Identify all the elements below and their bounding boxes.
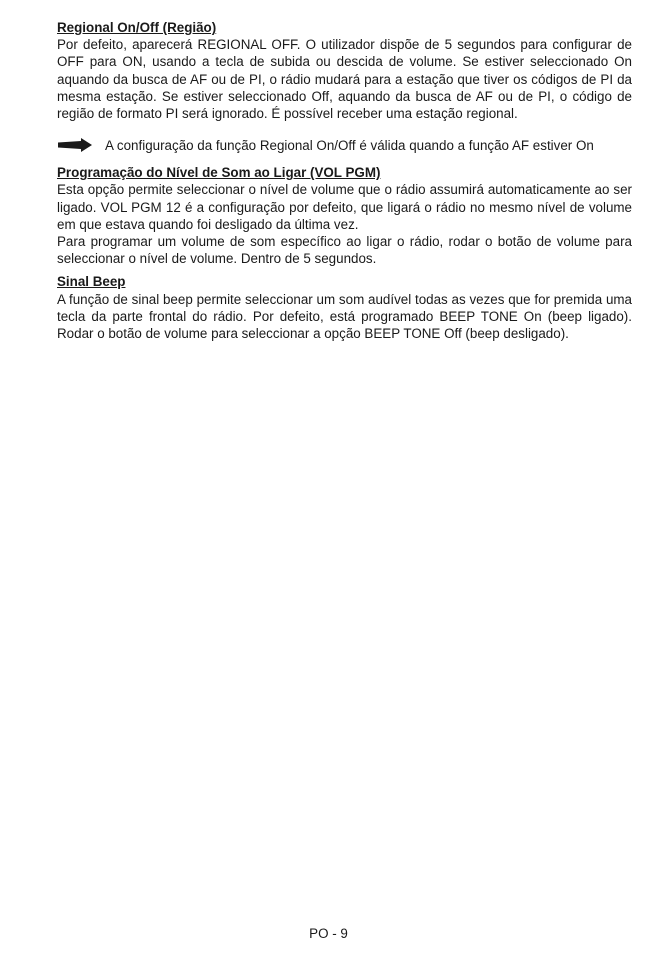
section-body-vol-pgm-2: Para programar um volume de som específico ao ligar o rádio, rodar o botão de volume para seleccionar o nível de volume. Dentro de 5 segundos. — [57, 234, 632, 267]
page-number: PO - 9 — [309, 926, 348, 941]
arrow-right-icon — [57, 138, 93, 152]
section-body-beep: A função de sinal beep permite seleccionar um som audível todas as vezes que for premida uma tecla da parte frontal do rádio. Por defeito, está programado BEEP TONE On (beep ligado). Rodar o botão de volume para seleccionar a opção BEEP TONE Off (beep desligado). — [57, 291, 632, 342]
section-vol-pgm — [57, 164, 632, 267]
section-beep — [57, 273, 632, 342]
section-heading-regional: Regional On/Off (Região) — [57, 20, 217, 35]
section-heading-vol-pgm: Programação do Nível de Som ao Ligar (VOL PGM) — [57, 165, 381, 181]
section-heading-beep: Sinal Beep — [57, 274, 126, 290]
note-text: A configuração da função Regional On/Off é válida quando a função AF estiver On — [105, 137, 594, 153]
section-regional — [57, 19, 632, 154]
note-regional — [57, 136, 632, 154]
manual-page — [57, 19, 632, 342]
section-body-vol-pgm-1: Esta opção permite seleccionar o nível de volume que o rádio assumirá automaticamente ao ser ligado. VOL PGM 12 é a configuração por defeito, que ligará o rádio no mesmo nível de volume em que estava quando foi desligado da última vez. — [57, 182, 632, 232]
section-body-regional: Por defeito, aparecerá REGIONAL OFF. O utilizador dispõe de 5 segundos para configurar de OFF para ON, usando a tecla de subida ou descida de volume. Se estiver seleccionado On aquando da busca de AF ou de PI, o rádio mudará para a estação que tiver os códigos de PI da mesma estação. Se estiver seleccionado Off, aquando da busca de AF ou de PI, o código de região de formato PI será ignorado. É possível receber uma estação regional. — [57, 37, 632, 122]
